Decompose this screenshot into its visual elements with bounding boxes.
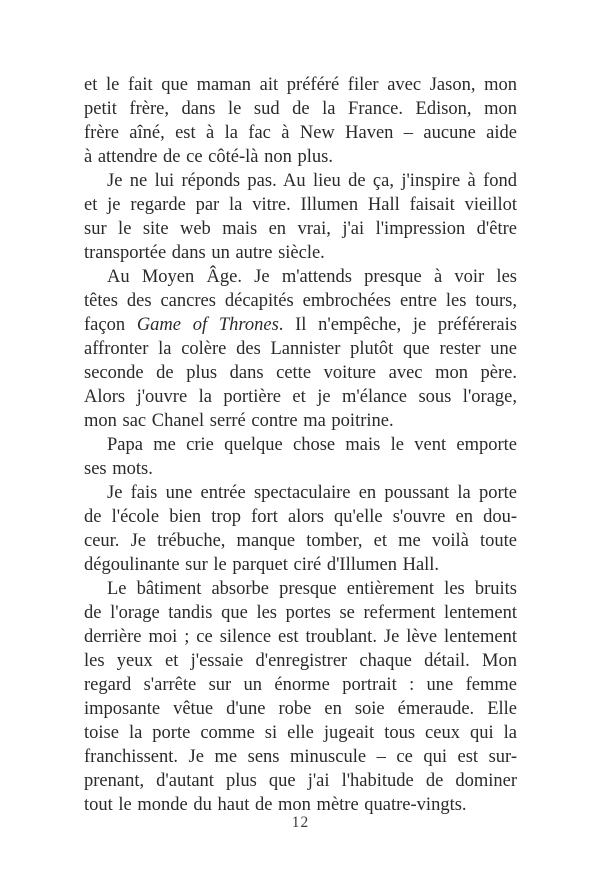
text-line: franchissent. Je me sens minuscule – ce qui est sur- bbox=[84, 747, 517, 767]
text-line: ses mots. bbox=[84, 459, 153, 479]
text-line: et le fait que maman ait préféré filer avec Jason, mon bbox=[84, 75, 517, 95]
text-line: de l'orage tandis que les portes se referment lentement bbox=[84, 603, 517, 623]
text-line: Le bâtiment absorbe presque entièrement les bruits bbox=[107, 579, 517, 599]
text-line: toise la porte comme si elle jugeait tous ceux qui la bbox=[84, 723, 517, 743]
text-line: de l'école bien trop fort alors qu'elle s'ouvre en dou- bbox=[84, 507, 517, 527]
text-line: regard s'arrête sur un énorme portrait : une femme bbox=[84, 675, 517, 695]
text-line: petit frère, dans le sud de la France. Edison, mon bbox=[84, 99, 517, 119]
text-line: Alors j'ouvre la portière et je m'élance sous l'orage, bbox=[84, 387, 517, 407]
paragraph bbox=[84, 481, 517, 577]
text-line: affronter la colère des Lannister plutôt que rester une bbox=[84, 339, 517, 359]
paragraph bbox=[84, 169, 517, 265]
text-line: derrière moi ; ce silence est troublant. Je lève lentement bbox=[84, 627, 517, 647]
text-line: frère aîné, est à la fac à New Haven – aucune aide bbox=[84, 123, 517, 143]
text-line: ceur. Je trébuche, manque tomber, et me voilà toute bbox=[84, 531, 517, 551]
text-line: Je fais une entrée spectaculaire en poussant la porte bbox=[107, 483, 517, 503]
text-line: et je regarde par la vitre. Illumen Hall faisait vieillot bbox=[84, 195, 517, 215]
text-line: Au Moyen Âge. Je m'attends presque à voir les bbox=[107, 267, 517, 287]
page-number: 12 bbox=[291, 814, 310, 831]
text-line: dégoulinante sur le parquet ciré d'Illumen Hall. bbox=[84, 555, 440, 575]
page-text-block bbox=[84, 73, 517, 817]
text-line: seconde de plus dans cette voiture avec mon père. bbox=[84, 363, 517, 383]
text-line: têtes des cancres décapités embrochées entre les tours, bbox=[84, 291, 517, 311]
text-line: mon sac Chanel serré contre ma poitrine. bbox=[84, 411, 394, 431]
text-line: façon Game of Thrones. Il n'empêche, je préférerais bbox=[84, 315, 517, 335]
text-line: prenant, d'autant plus que j'ai l'habitude de dominer bbox=[84, 771, 517, 791]
text-line: sur le site web mais en vrai, j'ai l'impression d'être bbox=[84, 219, 517, 239]
text-line: Je ne lui réponds pas. Au lieu de ça, j'inspire à fond bbox=[107, 171, 517, 191]
paragraph bbox=[84, 433, 517, 481]
paragraph bbox=[84, 577, 517, 817]
paragraph bbox=[84, 265, 517, 433]
text-line: transportée dans un autre siècle. bbox=[84, 243, 325, 263]
text-line: tout le monde du haut de mon mètre quatre-vingts. bbox=[84, 795, 467, 815]
text-line: imposante vêtue d'une robe en soie émeraude. Elle bbox=[84, 699, 517, 719]
text-line: à attendre de ce côté-là non plus. bbox=[84, 147, 333, 167]
paragraph bbox=[84, 73, 517, 169]
text-line: les yeux et j'essaie d'enregistrer chaque détail. Mon bbox=[84, 651, 517, 671]
text-line: Papa me crie quelque chose mais le vent emporte bbox=[107, 435, 517, 455]
